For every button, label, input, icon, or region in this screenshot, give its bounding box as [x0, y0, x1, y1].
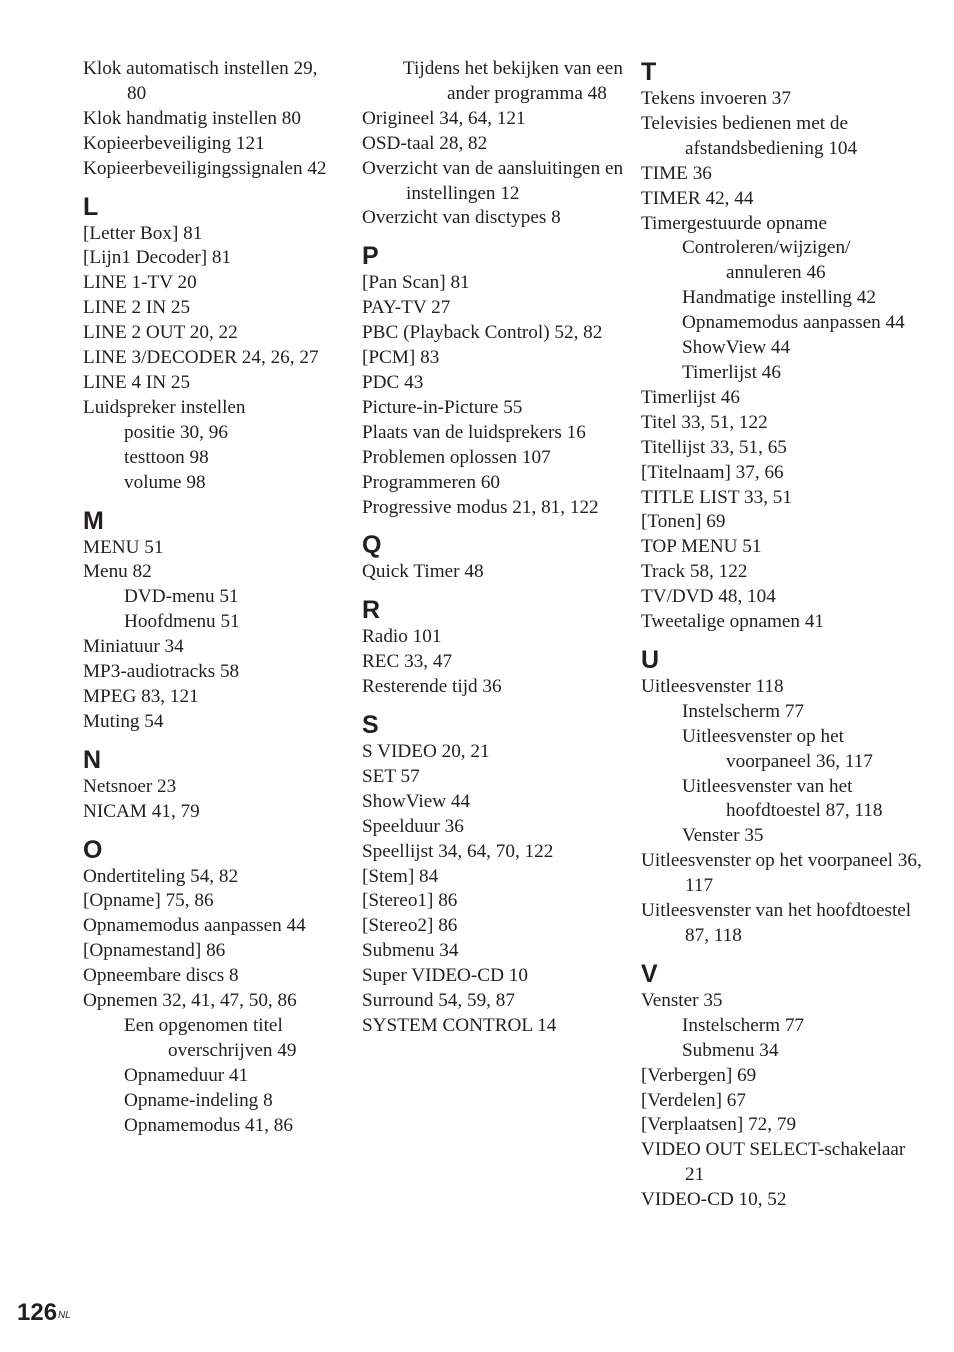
index-entry: [Stem] 84 — [362, 865, 439, 887]
index-entry: Problemen oplossen 107 — [362, 446, 551, 468]
index-entry: Progressive modus 21, 81, 122 — [362, 496, 599, 518]
index-subentry: Opname-indeling 8 — [124, 1089, 273, 1111]
index-entry: SET 57 — [362, 765, 420, 787]
index-entry: LINE 2 OUT 20, 22 — [83, 322, 238, 344]
index-subentry: volume 98 — [124, 471, 206, 493]
index-entry: Opnamemodus aanpassen 44 — [83, 915, 306, 937]
index-entry: TIME 36 — [641, 162, 712, 184]
index-entry: Muting 54 — [83, 710, 164, 732]
index-entry: Timerlijst 46 — [641, 386, 740, 408]
index-entry: OSD-taal 28, 82 — [362, 132, 488, 154]
index-entry: [Verplaatsen] 72, 79 — [641, 1114, 797, 1136]
index-subentry: Opnameduur 41 — [124, 1064, 249, 1086]
index-entry: [Verbergen] 69 — [641, 1064, 757, 1086]
index-entry: Televisies bedienen met de afstandsbediening 104 — [641, 112, 858, 159]
index-entry: [Lijn1 Decoder] 81 — [83, 247, 232, 269]
index-letter-heading: M — [83, 506, 104, 535]
index-entry: TOP MENU 51 — [641, 536, 762, 558]
index-entry: TIMER 42, 44 — [641, 187, 754, 209]
page-language-suffix: NL — [58, 1310, 71, 1321]
index-entry: MPEG 83, 121 — [83, 685, 199, 707]
index-subentry: Hoofdmenu 51 — [124, 611, 240, 633]
index-entry: TITLE LIST 33, 51 — [641, 486, 792, 508]
index-subentry: Een opgenomen titel overschrijven 49 — [124, 1015, 297, 1061]
index-entry: VIDEO-CD 10, 52 — [641, 1189, 787, 1211]
index-subentry: Opnamemodus aanpassen 44 — [682, 312, 905, 334]
index-letter-heading: Q — [362, 531, 382, 560]
index-letter-heading: T — [641, 58, 657, 86]
index-entry: Plaats van de luidsprekers 16 — [362, 421, 586, 443]
index-entry: Surround 54, 59, 87 — [362, 990, 515, 1012]
index-entry: Programmeren 60 — [362, 471, 501, 493]
index-entry: Radio 101 — [362, 626, 442, 648]
index-entry: TV/DVD 48, 104 — [641, 586, 776, 608]
index-entry: S VIDEO 20, 21 — [362, 741, 490, 763]
index-entry: Origineel 34, 64, 121 — [362, 107, 526, 129]
index-letter-heading: O — [83, 835, 103, 864]
index-entry: SYSTEM CONTROL 14 — [362, 1015, 557, 1036]
index-column-1 — [83, 57, 341, 1139]
index-letter-heading: P — [362, 242, 379, 271]
index-entry: Miniatuur 34 — [83, 636, 184, 658]
index-subentry: Venster 35 — [682, 825, 764, 847]
index-column-3 — [641, 57, 923, 1213]
index-subentry: DVD-menu 51 — [124, 586, 239, 608]
index-entry: LINE 4 IN 25 — [83, 371, 191, 393]
index-entry: Submenu 34 — [362, 940, 459, 962]
index-entry: Kopieerbeveiligingssignalen 42 — [83, 157, 327, 179]
index-entry: [Stereo2] 86 — [362, 915, 458, 937]
index-entry: PDC 43 — [362, 371, 424, 393]
index-entry: Klok handmatig instellen 80 — [83, 107, 301, 129]
index-entry: Overzicht van de aansluitingen en instellingen 12 — [362, 157, 624, 204]
index-column-2 — [362, 57, 624, 1039]
index-entry: Speellijst 34, 64, 70, 122 — [362, 840, 554, 862]
index-entry: Track 58, 122 — [641, 561, 748, 583]
index-entry: [Opname] 75, 86 — [83, 890, 214, 912]
index-entry: Luidspreker instellen — [83, 396, 246, 418]
index-letter-heading: V — [641, 959, 658, 988]
index-subentry: Submenu 34 — [682, 1039, 779, 1061]
index-entry: [Tonen] 69 — [641, 511, 726, 533]
index-entry: Resterende tijd 36 — [362, 676, 502, 698]
index-entry: MENU 51 — [83, 536, 164, 558]
index-letter-heading: U — [641, 645, 660, 674]
index-entry: PAY-TV 27 — [362, 297, 451, 319]
index-entry: Ondertiteling 54, 82 — [83, 865, 239, 887]
index-entry: Overzicht van disctypes 8 — [362, 207, 561, 229]
index-subentry: Controleren/wijzigen/ annuleren 46 — [682, 237, 851, 284]
index-entry: Super VIDEO-CD 10 — [362, 965, 528, 987]
index-entry: Titellijst 33, 51, 65 — [641, 436, 787, 458]
index-subentry: Tijdens het bekijken van een ander programma 48 — [403, 58, 623, 104]
index-entry: Kopieerbeveiliging 121 — [83, 132, 265, 154]
index-entry: LINE 2 IN 25 — [83, 297, 191, 319]
index-entry: [Stereo1] 86 — [362, 890, 458, 912]
index-entry: Netsnoer 23 — [83, 775, 177, 797]
index-entry: [Titelnaam] 37, 66 — [641, 461, 784, 483]
index-entry: REC 33, 47 — [362, 651, 453, 673]
index-entry: Quick Timer 48 — [362, 561, 484, 583]
index-letter-heading: R — [362, 596, 381, 625]
index-entry: Picture-in-Picture 55 — [362, 396, 523, 418]
index-subentry: Uitleesvenster op het voorpaneel 36, 117 — [682, 725, 873, 772]
index-entry: Timergestuurde opname — [641, 212, 827, 234]
index-entry: Uitleesvenster 118 — [641, 675, 784, 697]
index-entry: Menu 82 — [83, 561, 152, 583]
page-number — [17, 1298, 71, 1328]
index-entry: Tweetalige opnamen 41 — [641, 611, 825, 633]
index-entry: PBC (Playback Control) 52, 82 — [362, 322, 603, 344]
index-entry: Klok automatisch instellen 29, 80 — [83, 58, 318, 104]
index-entry: [Opnamestand] 86 — [83, 940, 226, 962]
index-entry: [PCM] 83 — [362, 347, 440, 369]
index-entry: Uitleesvenster van het hoofdtoestel 87, 118 — [641, 900, 912, 946]
index-subentry: ShowView 44 — [682, 337, 791, 359]
index-entry: [Letter Box] 81 — [83, 222, 203, 244]
index-entry: Uitleesvenster op het voorpaneel 36, 117 — [641, 850, 922, 897]
index-subentry: Timerlijst 46 — [682, 361, 781, 383]
index-entry: Venster 35 — [641, 989, 723, 1011]
index-entry: MP3-audiotracks 58 — [83, 661, 240, 683]
index-subentry: testtoon 98 — [124, 446, 209, 468]
index-subentry: Opnamemodus 41, 86 — [124, 1114, 293, 1136]
index-entry: Titel 33, 51, 122 — [641, 411, 768, 433]
index-entry: [Verdelen] 67 — [641, 1089, 746, 1111]
index-entry: LINE 3/DECODER 24, 26, 27 — [83, 347, 319, 369]
index-entry: LINE 1-TV 20 — [83, 272, 197, 294]
index-entry: Opnemen 32, 41, 47, 50, 86 — [83, 990, 297, 1012]
index-subentry: Instelscherm 77 — [682, 700, 805, 722]
index-entry: Speelduur 36 — [362, 815, 464, 837]
page-number-value: 126 — [17, 1299, 58, 1326]
index-subentry: Uitleesvenster van het hoofdtoestel 87, 118 — [682, 775, 883, 822]
index-entry: Tekens invoeren 37 — [641, 88, 791, 109]
index-subentry: Instelscherm 77 — [682, 1014, 805, 1036]
index-letter-heading: N — [83, 745, 102, 774]
index-letter-heading: L — [83, 192, 99, 221]
index-subentry: Handmatige instelling 42 — [682, 287, 876, 309]
index-entry: [Pan Scan] 81 — [362, 272, 470, 294]
index-entry: Opneembare discs 8 — [83, 965, 239, 987]
index-entry: ShowView 44 — [362, 790, 471, 812]
index-entry: NICAM 41, 79 — [83, 800, 200, 822]
index-letter-heading: S — [362, 711, 379, 740]
index-entry: VIDEO OUT SELECT-schakelaar 21 — [641, 1139, 906, 1186]
index-subentry: positie 30, 96 — [124, 421, 228, 443]
